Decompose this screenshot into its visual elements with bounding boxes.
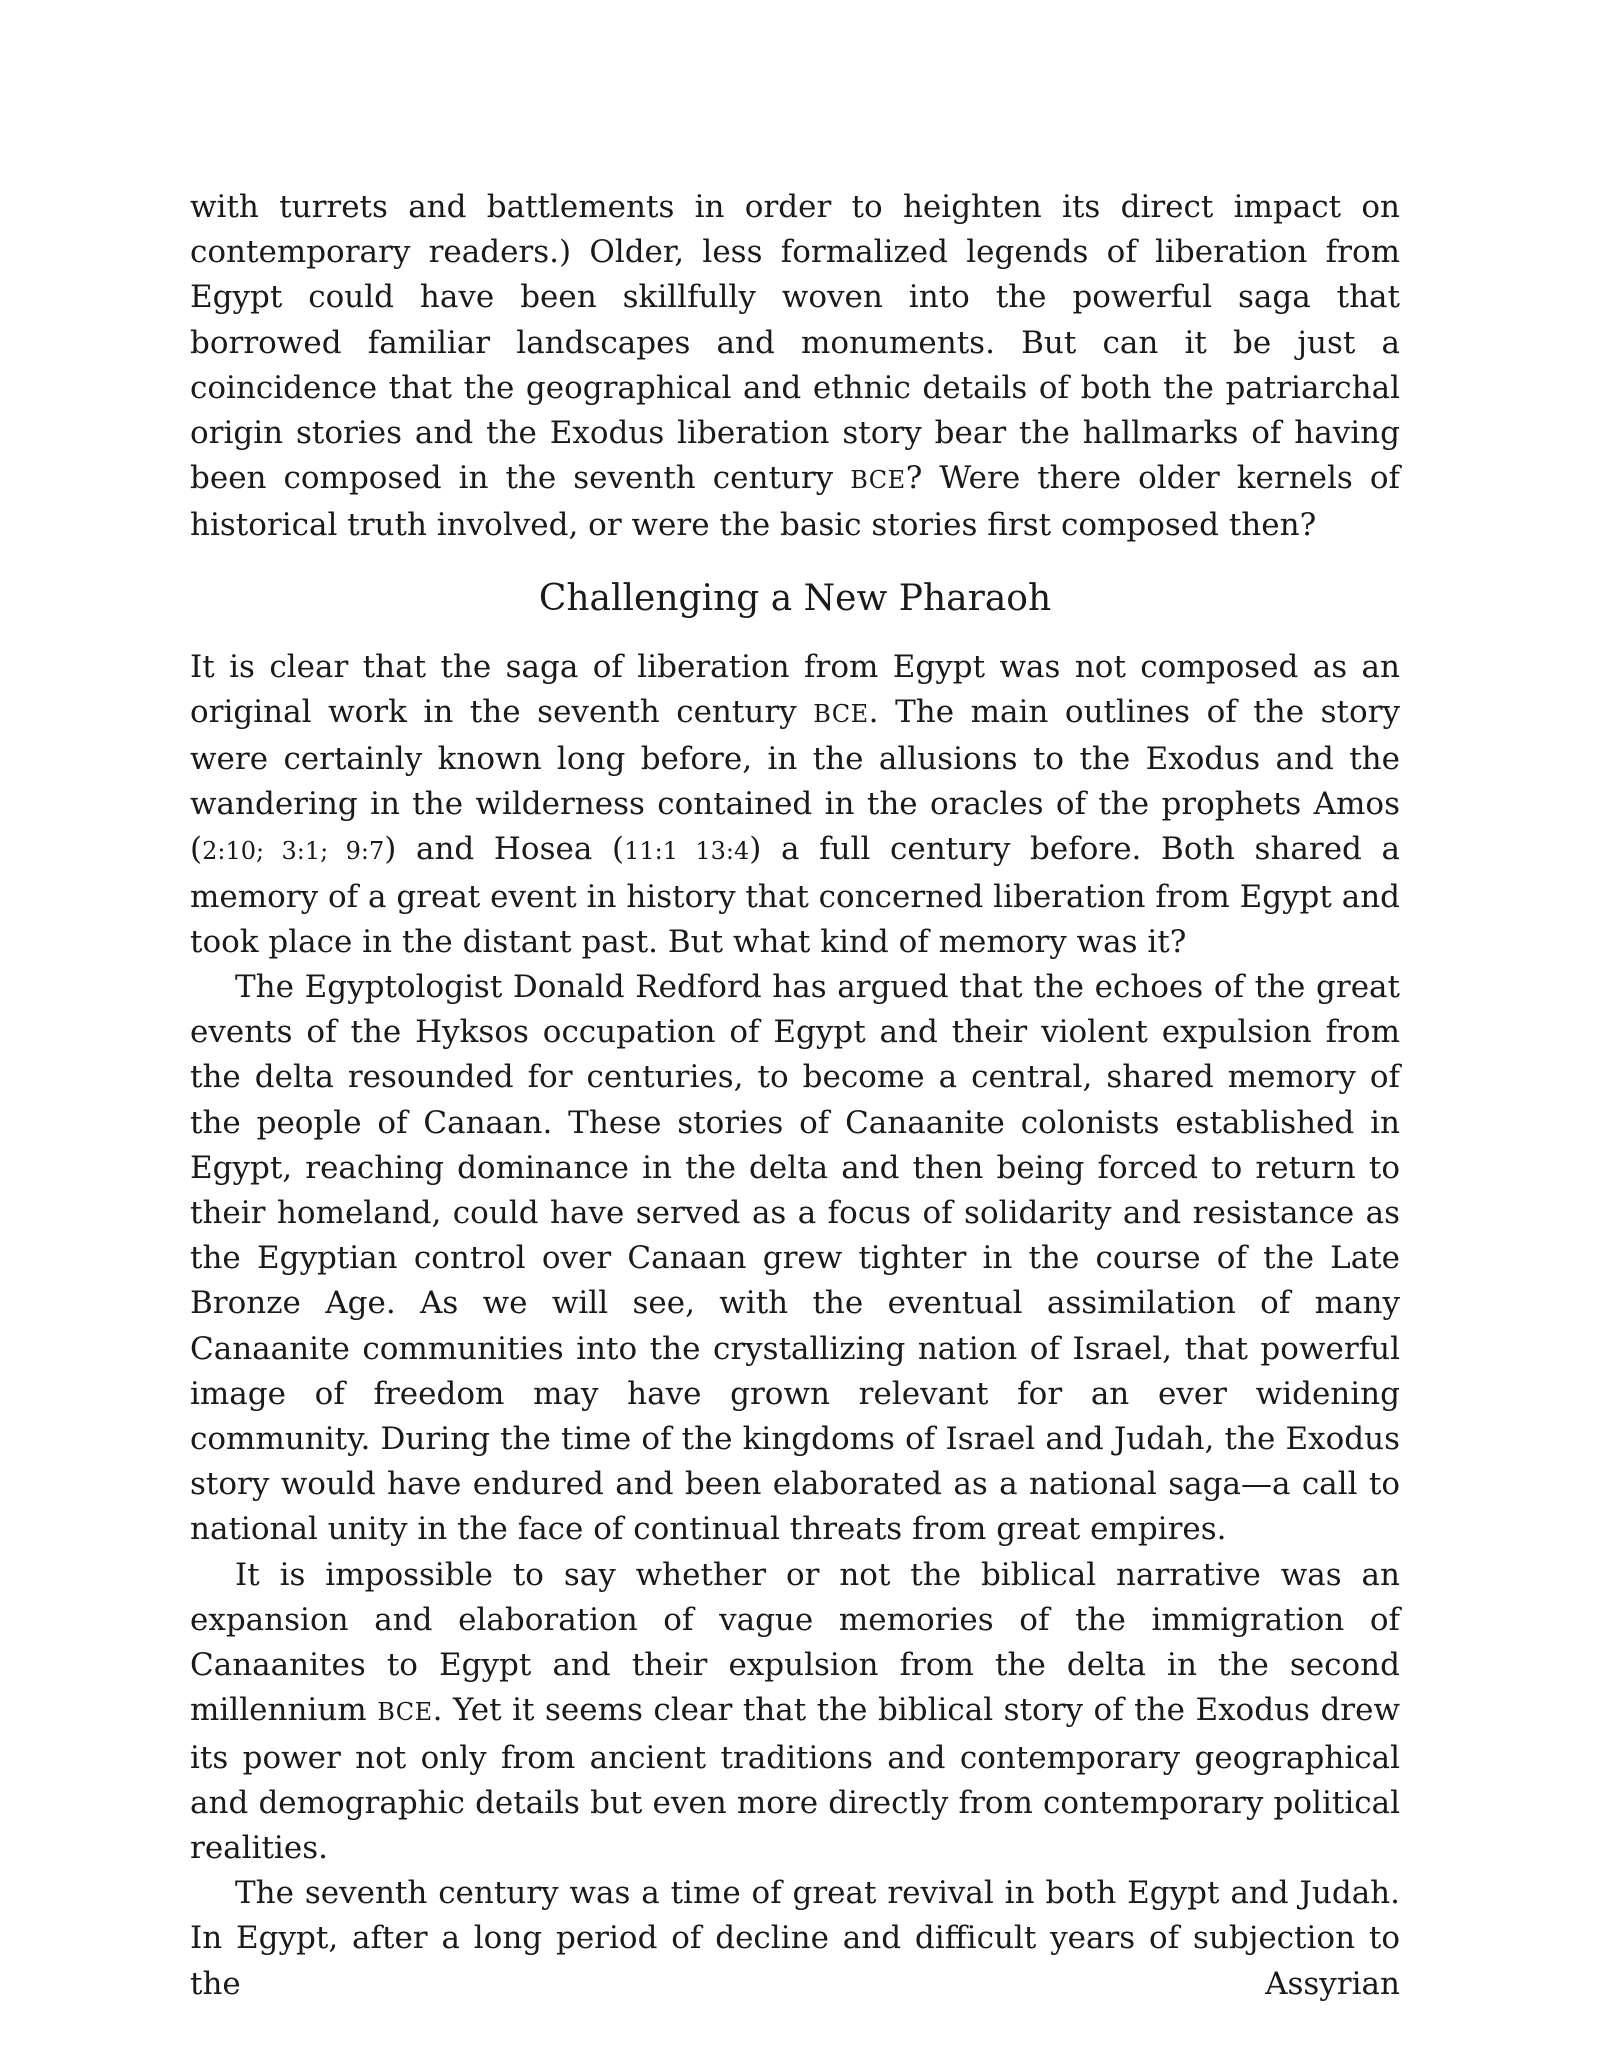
paragraph-text: . Yet it seems clear that the biblical story of the Exodus drew its power not only from ancient traditions and contemporary geographical and demographic details but even more directly from contemporary political realities. [190, 1692, 1400, 1866]
paragraph-truncated: The seventh century was a time of great revival in both Egypt and Judah. In Egypt, after a long period of decline and difficult years of subjection to the Assyrian [190, 1875, 1400, 2002]
paragraph-text: ? Were there older kernels of historical truth involved, or were the basic stories first composed then? [190, 460, 1400, 544]
paragraph-text: with turrets and battlements in order to heighten its direct impact on contemporary readers.) Older, less formalized legends of liberation from Egypt could have been skillfully woven into the powerful saga that borrowed familiar landscapes and monuments. But can it be just a coincidence that the geographical and ethnic details of both the patriarchal origin stories and the Exodus liberation story bear the hallmarks of having been composed in the seventh century [190, 189, 1400, 497]
paragraph: The Egyptologist Donald Redford has argued that the echoes of the great events of the Hyksos occupation of Egypt and their violent expulsion from the delta resounded for centuries, to become a central, shared memory of the people of Canaan. These stories of Canaanite colonists established in Egypt, reaching dominance in the delta and then being forced to return to their homeland, could have served as a focus of solidarity and resistance as the Egyptian control over Canaan grew tighter in the course of the Late Bronze Age. As we will see, with the eventual assimilation of many Canaanite communities into the crystallizing nation of Israel, that powerful image of freedom may have grown relevant for an ever widening community. During the time of the kingdoms of Israel and Judah, the Exodus story would have endured and been elaborated as a national saga—a call to national unity in the face of continual threats from great empires. [190, 969, 1400, 1548]
era-abbreviation: BCE [377, 1698, 433, 1727]
paragraph-text: It is impossible to say whether or not the biblical narrative was an expansion and elaboration of vague memories of the immigration of Canaanites to Egypt and their expulsion from the delta in the second millennium [190, 1556, 1400, 1729]
scripture-reference: 11:1 13:4 [624, 837, 750, 866]
paragraph-text: ) a full century before. Both shared a memory of a great event in history that concerned liberation from Egypt and took place in the distant past. But what kind of memory was it? [190, 831, 1401, 960]
paragraph-text: It is clear that the saga of liberation from Egypt was not composed as an original work in the seventh century [190, 648, 1400, 730]
section-heading: Challenging a New Pharaoh [538, 577, 1052, 619]
paragraph [190, 645, 1400, 965]
page-body [190, 185, 1400, 2007]
paragraph [190, 1553, 1400, 1871]
paragraph-text: . The main outlines of the story were certainly known long before, in the allusions to the Exodus and the wandering in the wilderness contained in the oracles of the prophets Amos ( [190, 693, 1400, 868]
paragraph-text: ) and Hosea ( [384, 831, 625, 868]
paragraph-continued [190, 185, 1400, 549]
scripture-reference: 2:10; 3:1; 9:7 [202, 837, 385, 866]
era-abbreviation: BCE [813, 699, 869, 728]
era-abbreviation: BCE [850, 466, 906, 495]
